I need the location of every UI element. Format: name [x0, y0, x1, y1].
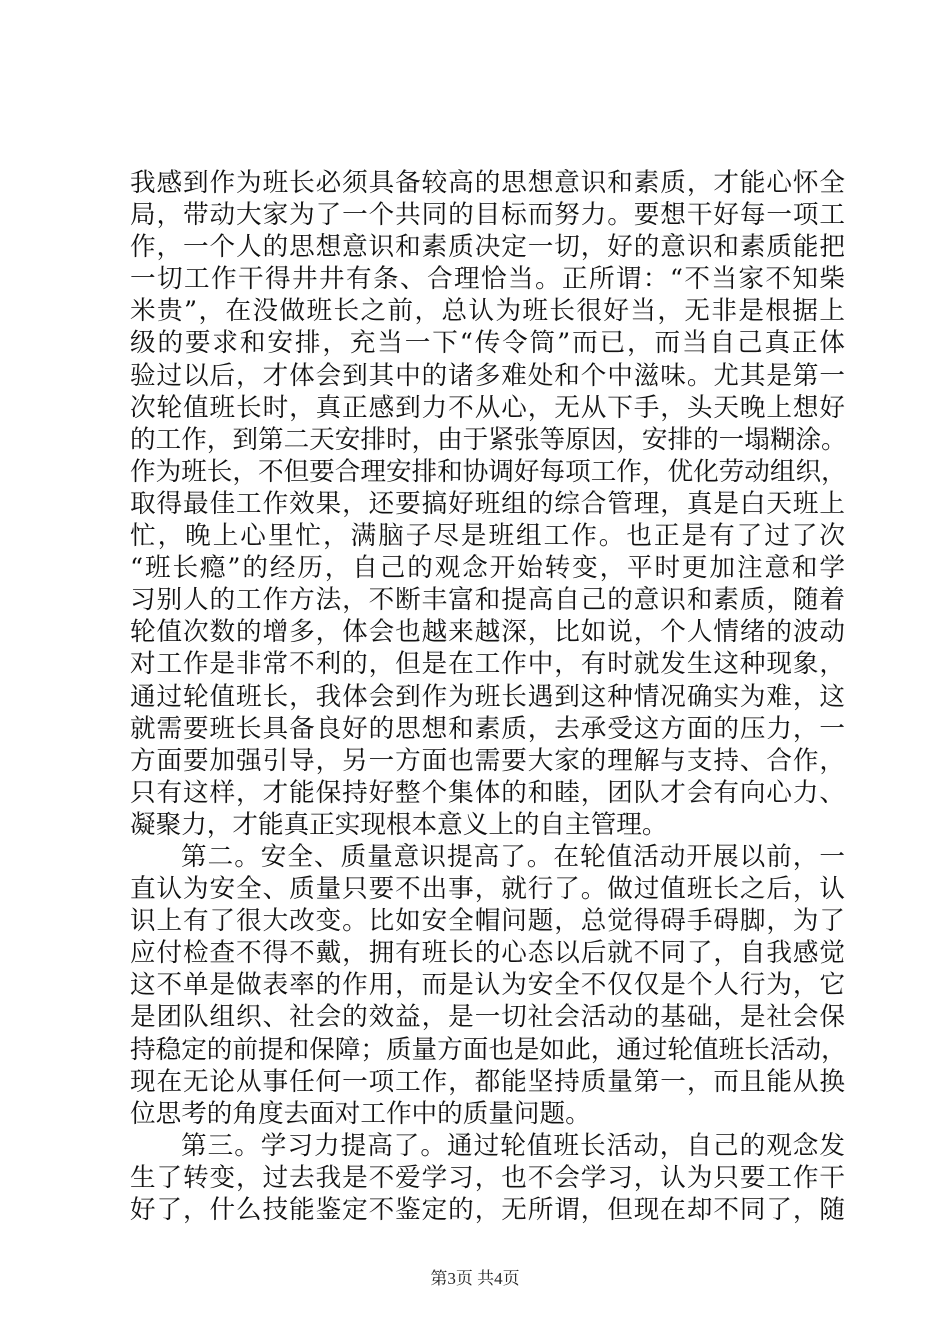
text-line: 米贵”，在没做班长之前，总认为班长很好当，无非是根据上: [130, 296, 845, 327]
text-line: 直认为安全、质量只要不出事，就行了。做过值班长之后，认: [130, 874, 845, 905]
text-line: 取得最佳工作效果，还要搞好班组的综合管理，真是白天班上: [130, 488, 845, 519]
text-line: 对工作是非常不利的，但是在工作中，有时就发生这种现象，: [130, 649, 845, 680]
page-footer: 第3页 共4页: [430, 1269, 520, 1288]
text-line: 作为班长，不但要合理安排和协调好每项工作，优化劳动组织，: [130, 456, 847, 487]
text-line: 现在无论从事任何一项工作，都能坚持质量第一，而且能从换: [130, 1066, 845, 1097]
text-line: 我感到作为班长必须具备较高的思想意识和素质，才能心怀全: [130, 168, 845, 198]
text-line: 的工作，到第二天安排时，由于紧张等原因，安排的一塌糊涂。: [130, 424, 847, 455]
text-line: 次轮值班长时，真正感到力不从心，无从下手，头天晚上想好: [130, 392, 845, 423]
text-line: 生了转变，过去我是不爱学习，也不会学习，认为只要工作干: [130, 1162, 845, 1193]
text-line: 作，一个人的思想意识和素质决定一切，好的意识和素质能把: [130, 232, 845, 263]
text-line: “班长瘾”的经历，自己的观念开始转变，平时更加注意和学: [130, 553, 845, 584]
text-line: 第三。学习力提高了。通过轮值班长活动，自己的观念发: [181, 1130, 845, 1161]
text-line: 通过轮值班长，我体会到作为班长遇到这种情况确实为难，这: [130, 681, 845, 712]
text-line: 应付检查不得不戴，拥有班长的心态以后就不同了，自我感觉: [130, 938, 845, 969]
text-line: 轮值次数的增多，体会也越来越深，比如说，个人情绪的波动: [130, 617, 845, 648]
text-line: 就需要班长具备良好的思想和素质，去承受这方面的压力，一: [130, 713, 845, 744]
text-line: 局，带动大家为了一个共同的目标而努力。要想干好每一项工: [130, 200, 845, 231]
text-line: 好了，什么技能鉴定不鉴定的，无所谓，但现在却不同了，随: [130, 1195, 845, 1225]
text-line: 忙，晚上心里忙，满脑子尽是班组工作。也正是有了过了次: [130, 521, 845, 552]
text-line: 凝聚力，才能真正实现根本意义上的自主管理。: [130, 809, 668, 840]
text-line: 识上有了很大改变。比如安全帽问题，总觉得碍手碍脚，为了: [130, 906, 845, 937]
text-line: 只有这样，才能保持好整个集体的和睦，团队才会有向心力、: [130, 777, 845, 808]
text-line: 位思考的角度去面对工作中的质量问题。: [130, 1098, 591, 1129]
document-body: [130, 167, 845, 1226]
text-line: 验过以后，才体会到其中的诸多难处和个中滋味。尤其是第一: [130, 360, 845, 391]
text-line: 第二。安全、质量意识提高了。在轮值活动开展以前，一: [181, 841, 845, 872]
text-line: 级的要求和安排，充当一下“传令筒”而已，而当自己真正体: [130, 328, 845, 359]
text-line: 习别人的工作方法，不断丰富和提高自己的意识和素质，随着: [130, 585, 845, 616]
text-line: 是团队组织、社会的效益，是一切社会活动的基础，是社会保: [130, 1002, 845, 1033]
text-line: 持稳定的前提和保障；质量方面也是如此，通过轮值班长活动，: [130, 1034, 847, 1065]
text-line: 一切工作干得井井有条、合理恰当。正所谓：“不当家不知柴: [130, 264, 845, 295]
text-line: 方面要加强引导，另一方面也需要大家的理解与支持、合作，: [130, 745, 845, 776]
text-line: 这不单是做表率的作用，而是认为安全不仅仅是个人行为，它: [130, 970, 845, 1001]
